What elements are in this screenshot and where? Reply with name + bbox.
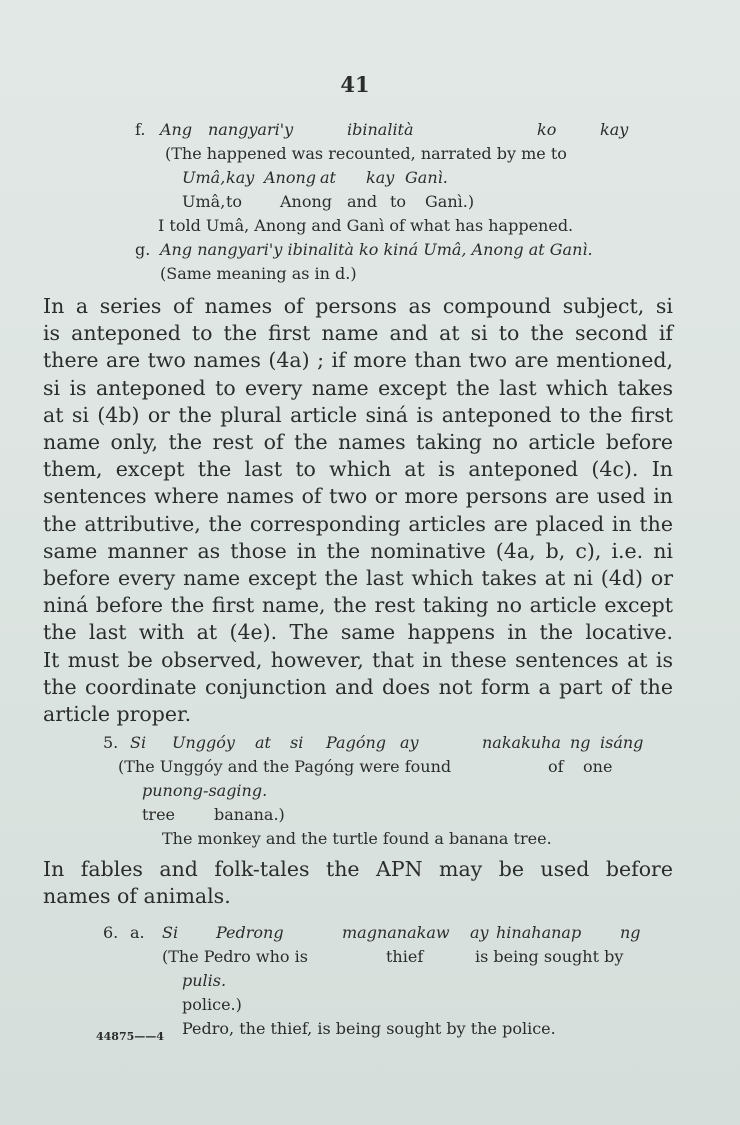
gloss-line: (The happened was recounted, narrated by me to — [165, 144, 567, 163]
paragraph-line: the coordinate conjunction and does not form a part of the — [43, 674, 673, 699]
word: and — [347, 192, 378, 211]
translation-line: I told Umâ, Anong and Ganì of what has happened. — [158, 216, 574, 235]
word: Ganì. — [405, 168, 448, 187]
paragraph-line: sentences where names of two or more persons are used in — [43, 484, 673, 509]
printer-signature-mark: 44875——4 — [96, 1030, 164, 1043]
body-paragraph-2 — [43, 856, 673, 910]
word: tree — [142, 805, 176, 824]
example-marker: 6. — [103, 923, 119, 942]
paragraph-line: names of animals. — [43, 884, 231, 909]
source-line: Ang nangyari'y ibinalità ko kiná Umâ, Anong at Ganì. — [160, 240, 593, 259]
word: kay — [600, 120, 629, 139]
paragraph-line: there are two names (4a) ; if more than two are mentioned, — [43, 348, 673, 373]
paragraph-line: the last with at (4e). The same happens in the locative. — [43, 620, 673, 645]
word: Umâ, — [182, 168, 226, 187]
word: Umâ, — [182, 192, 226, 211]
gloss-part: of — [548, 757, 564, 776]
translation-line: The monkey and the turtle found a banana tree. — [162, 829, 552, 848]
paragraph-line: si is anteponed to every name except the last which takes — [43, 375, 673, 400]
paragraph-line: In a series of names of persons as compound subject, si — [43, 294, 673, 318]
word: kay — [366, 168, 395, 187]
paragraph-line: In fables and folk-tales the APN may be used before — [43, 857, 673, 881]
example-marker: f. — [135, 120, 146, 139]
word: police.) — [182, 995, 242, 1014]
word: ay — [400, 733, 419, 752]
gloss-line: (Same meaning as in d.) — [160, 264, 357, 283]
paragraph-line: the attributive, the corresponding articles are placed in the — [43, 511, 673, 536]
word: Unggóy — [172, 733, 235, 752]
page-number: 41 — [340, 72, 370, 97]
word: ay — [470, 923, 489, 942]
example-marker: 5. — [103, 733, 119, 752]
word: Si — [162, 923, 179, 942]
gloss-part: (The Unggóy and the Pagóng were found — [118, 757, 452, 776]
word: isáng — [600, 733, 644, 752]
gloss-part: is being sought by — [475, 947, 624, 966]
word: at — [320, 168, 336, 187]
paragraph-line: article proper. — [43, 702, 192, 727]
word: to — [390, 192, 407, 211]
word: magnanakaw — [342, 923, 450, 942]
example-marker: g. — [135, 240, 151, 259]
word: pulis. — [182, 971, 227, 990]
paragraph-line: same manner as those in the nominative (4a, b, c), i.e. ni — [43, 538, 673, 563]
word: Anong — [280, 192, 333, 211]
word: banana.) — [214, 805, 285, 824]
word: ibinalità — [347, 120, 414, 139]
word: Ganì.) — [425, 192, 475, 211]
paragraph-line: name only, the rest of the names taking no article before — [43, 430, 673, 455]
gloss-part: one — [583, 757, 613, 776]
gloss-part: (The Pedro who is — [162, 947, 308, 966]
word: ng — [620, 923, 641, 942]
word: ko — [537, 120, 557, 139]
paragraph-line: It must be observed, however, that in these sentences at is — [43, 647, 673, 672]
word: Ang — [160, 120, 193, 139]
word: ng — [570, 733, 591, 752]
word: to — [226, 192, 243, 211]
paragraph-line: at si (4b) or the plural article siná is anteponed to the first — [43, 402, 673, 427]
word: nakakuha — [482, 733, 561, 752]
word: Pedrong — [216, 923, 284, 942]
word: Si — [130, 733, 147, 752]
paragraph-line: them, except the last to which at is anteponed (4c). In — [43, 457, 673, 482]
translation-line: Pedro, the thief, is being sought by the police. — [182, 1019, 556, 1038]
paragraph-line: before every name except the last which takes at ni (4d) or — [43, 566, 673, 591]
example-submarker: a. — [130, 923, 145, 942]
word: hinahanap — [496, 923, 582, 942]
word: kay — [226, 168, 255, 187]
word: punong-saging. — [142, 781, 268, 800]
word: Pagóng — [326, 733, 387, 752]
gloss-part: thief — [386, 947, 424, 966]
word: Anong — [264, 168, 317, 187]
word: si — [290, 733, 304, 752]
word: at — [255, 733, 271, 752]
paragraph-line: is anteponed to the first name and at si to the second if — [43, 321, 673, 346]
word: nangyari'y — [208, 120, 294, 139]
body-paragraph-1 — [43, 293, 673, 728]
paragraph-line: niná before the first name, the rest taking no article except — [43, 593, 673, 618]
